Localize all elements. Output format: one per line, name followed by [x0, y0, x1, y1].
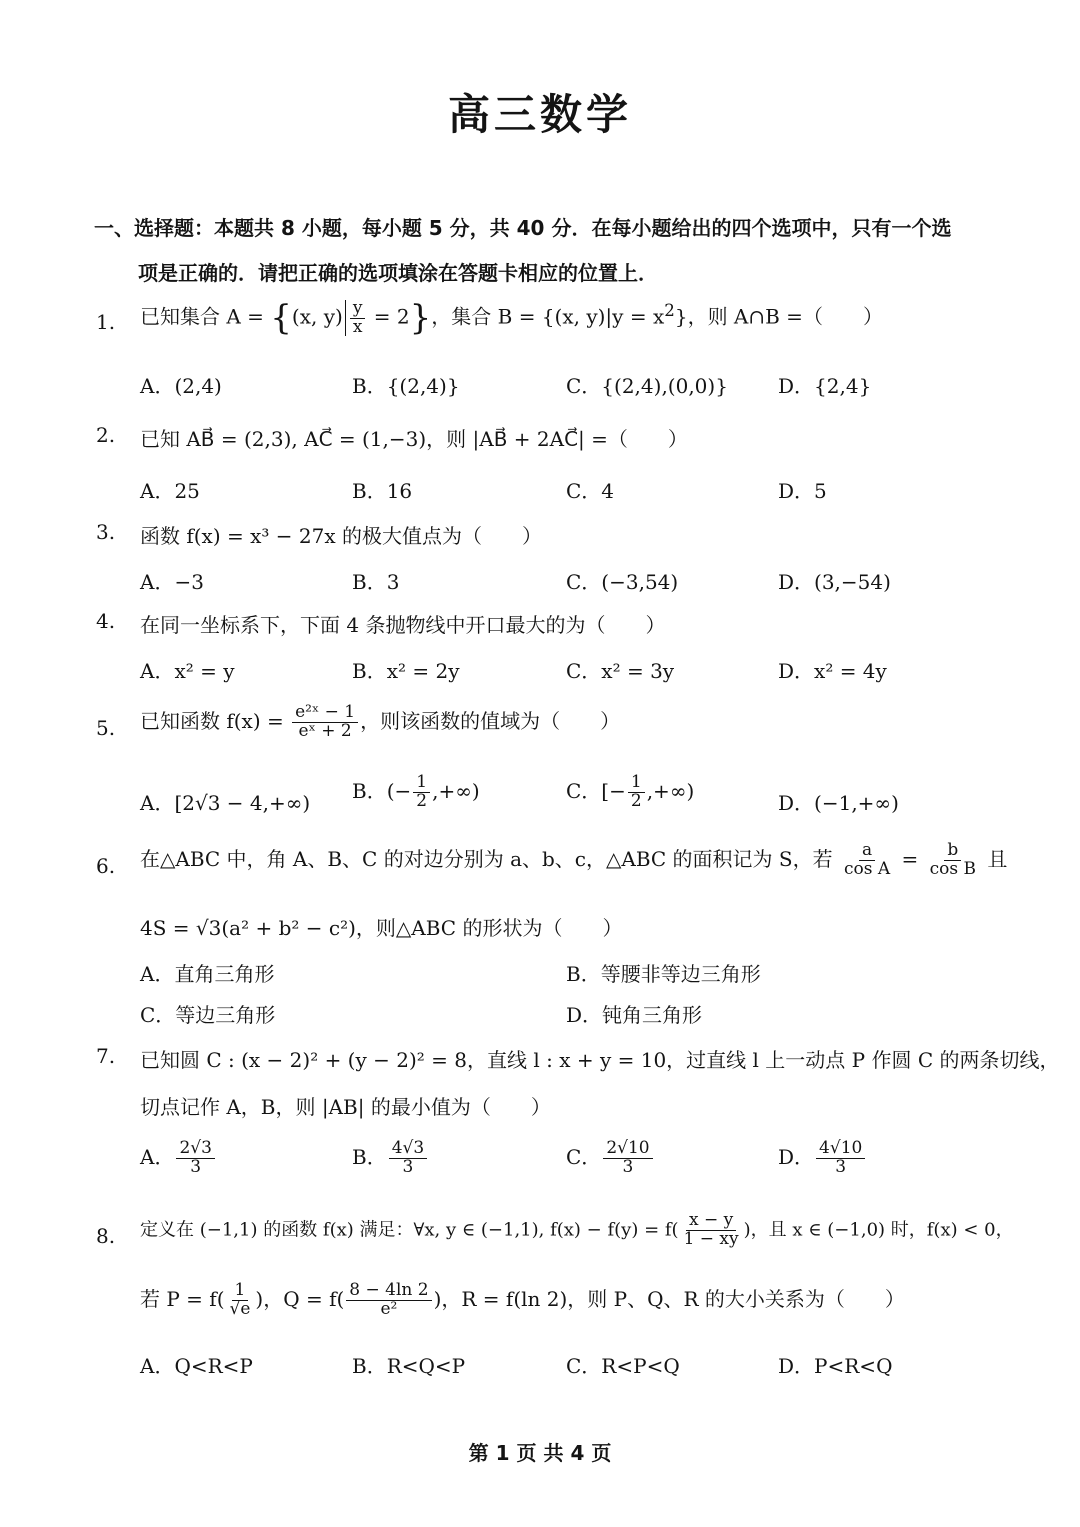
- question-8-line-2: [140, 1282, 905, 1319]
- q6-frac-a-den: cos A: [843, 858, 891, 879]
- q1-fraction: [350, 297, 366, 337]
- opt-label: D．: [778, 1144, 815, 1169]
- q8-l2-frac-b-den: e²: [380, 1298, 398, 1319]
- option-c[interactable]: C．等边三角形: [140, 1003, 276, 1027]
- q8-l2-text-b: )，Q = f(: [255, 1286, 345, 1311]
- question-number: 8.: [96, 1224, 116, 1248]
- q1-text-a: 已知集合 A =: [140, 304, 271, 329]
- q8-l2-frac-a-den: √e: [229, 1298, 251, 1319]
- question-5-stem: [140, 704, 620, 741]
- opt-den: 3: [402, 1156, 414, 1177]
- opt-den: 3: [835, 1156, 847, 1177]
- opt-b-fraction: [413, 774, 430, 811]
- question-number: 1.: [96, 310, 116, 334]
- option-a[interactable]: A．直角三角形: [140, 962, 275, 986]
- question-7-line-2: 切点记作 A，B，则 |AB| 的最小值为（ ）: [140, 1095, 551, 1119]
- opt-c-text-b: ,+∞): [646, 778, 695, 803]
- q6-frac-b-den: cos B: [929, 858, 977, 879]
- section-instructions: [94, 206, 994, 296]
- question-number: 4.: [96, 609, 116, 633]
- option-b[interactable]: B．R<Q<P: [352, 1354, 466, 1378]
- q5-text-b: ，则该函数的值域为（ ）: [360, 708, 621, 733]
- opt-num: 4√3: [389, 1140, 427, 1159]
- question-6-stem: [140, 842, 1007, 879]
- q6-fraction-b: [927, 842, 979, 879]
- divider-bar: [345, 300, 346, 336]
- q5-fraction: [292, 704, 358, 741]
- opt-c-den: 2: [630, 790, 642, 811]
- section-line-2: 项是正确的．请把正确的选项填涂在答题卡相应的位置上．: [138, 261, 658, 285]
- question-number: 5.: [96, 716, 116, 740]
- option-c[interactable]: [566, 774, 694, 811]
- option-d[interactable]: D．P<R<Q: [778, 1354, 893, 1378]
- q1-frac-num: y: [350, 300, 366, 319]
- q1-text-c: = 2: [367, 304, 410, 329]
- opt-c-num: 1: [628, 774, 645, 793]
- option-c[interactable]: C．(−3,54): [566, 570, 679, 594]
- opt-fraction: [816, 1140, 865, 1177]
- option-b[interactable]: B．等腰非等边三角形: [566, 962, 761, 986]
- opt-label: A．: [140, 1144, 175, 1169]
- option-b[interactable]: B．3: [352, 570, 400, 594]
- option-c[interactable]: C．x² = 3y: [566, 659, 675, 683]
- opt-num: 2√3: [176, 1140, 214, 1159]
- q8-l2-fraction-b: [346, 1282, 431, 1319]
- option-c[interactable]: [566, 1140, 655, 1177]
- q6-frac-b-num: b: [944, 842, 961, 861]
- opt-den: 3: [622, 1156, 634, 1177]
- q1-text-b: (x, y): [291, 304, 343, 329]
- opt-b-text-b: ,+∞): [432, 778, 480, 803]
- q6-text-b: =: [895, 846, 925, 871]
- question-8-stem: [140, 1212, 1014, 1249]
- option-a[interactable]: A．x² = y: [140, 659, 235, 683]
- question-6-line-2: 4S = √3(a² + b² − c²)，则△ABC 的形状为（ ）: [140, 916, 623, 940]
- q1-exp: 2: [664, 300, 675, 320]
- option-b[interactable]: B．{(2,4)}: [352, 374, 460, 398]
- opt-c-text-a: C．[−: [566, 778, 626, 803]
- opt-b-num: 1: [413, 774, 430, 793]
- q8-frac-den: 1 − xy: [683, 1228, 739, 1249]
- question-number: 6.: [96, 854, 116, 878]
- opt-label: C．: [566, 1144, 602, 1169]
- option-c[interactable]: C．{(2,4),(0,0)}: [566, 374, 728, 398]
- opt-fraction: [603, 1140, 652, 1177]
- question-4-stem: 在同一坐标系下，下面 4 条抛物线中开口最大的为（ ）: [140, 613, 666, 637]
- q5-frac-den: eˣ + 2: [298, 720, 352, 741]
- option-d[interactable]: [778, 1140, 867, 1177]
- question-7-stem: 已知圆 C : (x − 2)² + (y − 2)² = 8，直线 l : x + y = 10，过直线 l 上一动点 P 作圆 C 的两条切线，: [140, 1048, 1060, 1072]
- option-b[interactable]: [352, 1140, 429, 1177]
- opt-fraction: [176, 1140, 214, 1177]
- option-b[interactable]: B．16: [352, 479, 413, 503]
- option-d[interactable]: D．钝角三角形: [566, 1003, 703, 1027]
- option-b[interactable]: B．x² = 2y: [352, 659, 460, 683]
- q8-l2-text-c: )，R = f(ln 2)，则 P、Q、R 的大小关系为（ ）: [433, 1286, 905, 1311]
- q8-l2-frac-b-num: 8 − 4ln 2: [346, 1282, 431, 1301]
- opt-b-text-a: B．(−: [352, 778, 412, 803]
- option-d[interactable]: D．(3,−54): [778, 570, 891, 594]
- q6-text-a: 在△ABC 中，角 A、B、C 的对边分别为 a、b、c，△ABC 的面积记为 S，若: [140, 846, 839, 871]
- opt-fraction: [389, 1140, 427, 1177]
- brace-right-icon: }: [409, 298, 432, 338]
- option-c[interactable]: C．4: [566, 479, 615, 503]
- opt-num: 4√10: [816, 1140, 865, 1159]
- page-footer: 第 1 页 共 4 页: [468, 1441, 612, 1465]
- q6-fraction-a: [841, 842, 893, 879]
- option-a[interactable]: A．[2√3 − 4,+∞): [140, 791, 311, 815]
- q5-text-a: 已知函数 f(x) =: [140, 708, 291, 733]
- opt-num: 2√10: [603, 1140, 652, 1159]
- question-1-stem: [140, 298, 883, 338]
- q8-fraction: [681, 1212, 742, 1249]
- q1-text-d: ，集合 B = {(x, y)|y = x: [431, 304, 665, 329]
- option-d[interactable]: D．5: [778, 479, 827, 503]
- option-d[interactable]: D．x² = 4y: [778, 659, 887, 683]
- question-2-stem: 已知 AB⃗ = (2,3), AC⃗ = (1,−3)，则 |AB⃗ + 2AC⃗| =（ ）: [140, 427, 688, 451]
- option-a[interactable]: A．−3: [140, 570, 204, 594]
- section-line-1: 一、选择题：本题共 8 小题，每小题 5 分，共 40 分．在每小题给出的四个选项中，只有一个选: [94, 216, 952, 240]
- q1-frac-den: x: [352, 316, 363, 337]
- opt-c-fraction: [628, 774, 645, 811]
- option-a[interactable]: A．25: [140, 479, 200, 503]
- q6-frac-a-num: a: [859, 842, 875, 861]
- q8-text-b: )，且 x ∈ (−1,0) 时，f(x) < 0，: [743, 1219, 1014, 1241]
- page-title: 高三数学: [447, 90, 632, 139]
- q6-text-c: 且: [981, 846, 1008, 871]
- question-number: 3.: [96, 520, 116, 544]
- question-3-stem: 函数 f(x) = x³ − 27x 的极大值点为（ ）: [140, 524, 542, 548]
- question-number: 7.: [96, 1044, 116, 1068]
- option-d[interactable]: D．{2,4}: [778, 374, 872, 398]
- opt-b-den: 2: [416, 790, 428, 811]
- q8-frac-num: x − y: [686, 1212, 736, 1231]
- brace-left-icon: {: [270, 298, 292, 338]
- q8-l2-text-a: 若 P = f(: [140, 1286, 225, 1311]
- option-a[interactable]: [140, 1140, 217, 1177]
- option-a[interactable]: A．Q<R<P: [140, 1354, 253, 1378]
- q8-l2-fraction-a: [227, 1282, 254, 1319]
- option-c[interactable]: C．R<P<Q: [566, 1354, 680, 1378]
- option-b[interactable]: [352, 774, 480, 811]
- q1-text-e: }，则 A∩B =（ ）: [674, 304, 883, 329]
- option-a[interactable]: A．(2,4): [140, 374, 222, 398]
- q8-l2-frac-a-num: 1: [232, 1282, 249, 1301]
- option-d[interactable]: D．(−1,+∞): [778, 791, 899, 815]
- q5-frac-num: e²ˣ − 1: [292, 704, 358, 723]
- opt-label: B．: [352, 1144, 387, 1169]
- q8-text-a: 定义在 (−1,1) 的函数 f(x) 满足：∀x, y ∈ (−1,1), f(x) − f(y) = f(: [140, 1219, 679, 1241]
- opt-den: 3: [190, 1156, 202, 1177]
- question-number: 2.: [96, 423, 116, 447]
